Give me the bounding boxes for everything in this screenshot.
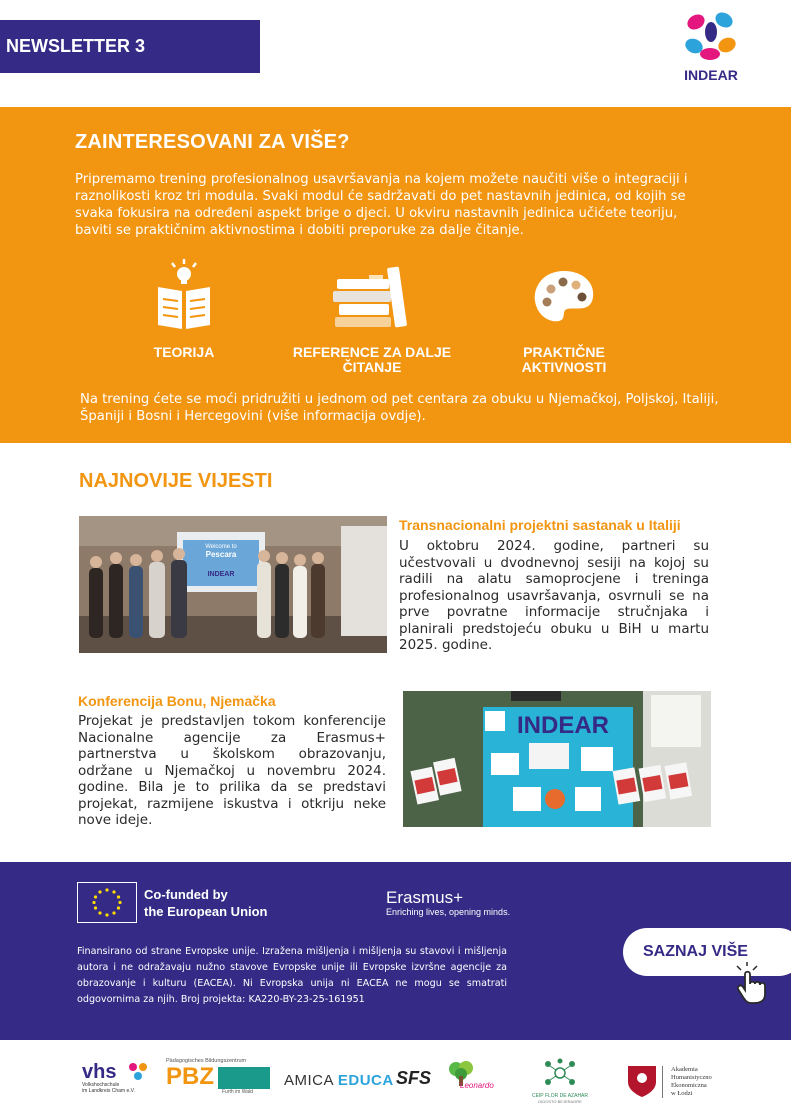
funding-disclaimer: Finansirano od strane Evropske unije. Izražena mišljenja i mišljenja su stavovi i mišljenja autora i ne odražavaju nužno stavove Evropske unije ili Evropske izvršne agencije za obrazovanje i kulturu (EACEA). Ni Evropska unija ni EACEA ne mogu se smatrati odgovornima za njih. Broj projekta: KA220-BY-23-25-161951: [77, 946, 507, 1005]
interest-title: ZAINTERESOVANI ZA VIŠE?: [75, 131, 350, 153]
pointer-hand-icon: [735, 962, 779, 1004]
header: [0, 0, 791, 107]
erasmus-tagline: Enriching lives, opening minds.: [386, 907, 511, 917]
interest-outro: Na trening ćete se moći pridružiti u jednom od pet centara za obuku u Njemačkoj, Poljskoj, Italiji, Španiji i Bosni i Hercegovini (više informacija ovdje).: [80, 392, 719, 424]
pbz-band: [218, 1067, 270, 1089]
sfs-logo[interactable]: SFS: [396, 1068, 432, 1088]
amica-educa-logo[interactable]: AMICA EDUCA: [284, 1072, 394, 1089]
interest-intro: Pripremamo trening profesionalnog usavršavanja na kojem možete naučiti više o integraciji i raznolikosti kroz tri modula. Svaki modul će sadržavati do pet nastavnih jedinica, od kojih se svaka fokusira na određeni aspekt brige o djeci. U okviru nastavnih jedinica učićete teoriju, baviti se praktičnim aktivnostima i dobiti preporuke za dalje čitanje.: [75, 172, 688, 238]
book-lightbulb-icon: [154, 257, 214, 329]
footer: [0, 862, 791, 1040]
indear-logo[interactable]: [680, 10, 742, 90]
ahe-logo[interactable]: [626, 1064, 658, 1103]
erasmus-logo: Erasmus+: [386, 888, 463, 907]
conference-photo-image: [403, 691, 711, 827]
screen-welcome-text: Welcome to: [205, 544, 237, 550]
pbz-logo[interactable]: Pädagogisches Bildungszentrum PBZ Furth im Wald: [166, 1058, 270, 1095]
newsletter-badge: NEWSLETTER 3: [0, 20, 260, 73]
logo-text: INDEAR: [684, 67, 738, 83]
article-italy-title: Transnacionalni projektni sastanak u Italiji: [399, 517, 681, 533]
ceip-logo[interactable]: CEIP FLOR DE AZAHAR DIGOSTO BEJERAGRE: [528, 1058, 592, 1104]
feature-practical: [474, 257, 654, 375]
feature-theory-label: TEORIJA: [153, 344, 215, 360]
feature-practical-label: PRAKTIČNE AKTIVNOSTI: [521, 344, 607, 375]
indear-logo-icon: [680, 10, 742, 66]
meeting-photo-image: [79, 516, 387, 653]
ahe-text: Akademia Humanistyczno Ekonomiczna w Łodzi: [662, 1066, 712, 1098]
board-title-text: INDEAR: [516, 712, 610, 739]
feature-references-label: REFERENCE ZA DALJE ČITANJE: [292, 344, 452, 375]
interest-section: [0, 107, 791, 443]
feature-references: [282, 257, 462, 375]
partner-logos: [0, 1040, 791, 1120]
article-italy-text: U oktobru 2024. godine, partneri su učestvovali u dvodnevnoj sesiji na kojoj su radili na alatu samoprocjene i treninga profesionalnog usavršavanja, osvrnuli se na prve povratne informacije stručnjaka i planirali predstojeću obuku u BiH u martu 2025. godine.: [399, 538, 709, 653]
eu-flag: [77, 882, 137, 923]
news-title: NAJNOVIJE VIJESTI: [79, 470, 273, 492]
article-bonn-title: Konferencija Bonu, Njemačka: [78, 693, 276, 709]
screen-city-text: Pescara: [205, 550, 237, 559]
palette-icon: [531, 257, 597, 329]
italy-meeting-photo: [79, 516, 387, 653]
article-bonn-text: Projekat je predstavljen tokom konferencije Nacionalne agencije za Erasmus+ partnerstva u školskom obrazovanju, održane u Njemačkoj u novembru 2024. godine. Bila je to prilika da se predstavi projekat, razmijene iskustva i otkriju neke nove ideje.: [78, 713, 386, 828]
cofunded-text: Co-funded by the European Union: [144, 887, 268, 919]
screen-project-text: INDEAR: [207, 571, 235, 578]
bonn-conference-photo: [403, 691, 711, 827]
network-icon: [543, 1058, 577, 1088]
vhs-dots-icon: [128, 1062, 150, 1082]
crest-icon: [626, 1064, 658, 1098]
leonardo-logo[interactable]: Leonardo: [446, 1060, 506, 1090]
feature-theory: [94, 257, 274, 360]
learn-more-button[interactable]: SAZNAJ VIŠE: [623, 928, 791, 976]
stacked-books-icon: [329, 257, 415, 329]
vhs-logo[interactable]: vhs Volkshochschule im Landkreis Cham e.V.: [82, 1061, 135, 1094]
eu-stars-icon: [78, 883, 136, 922]
